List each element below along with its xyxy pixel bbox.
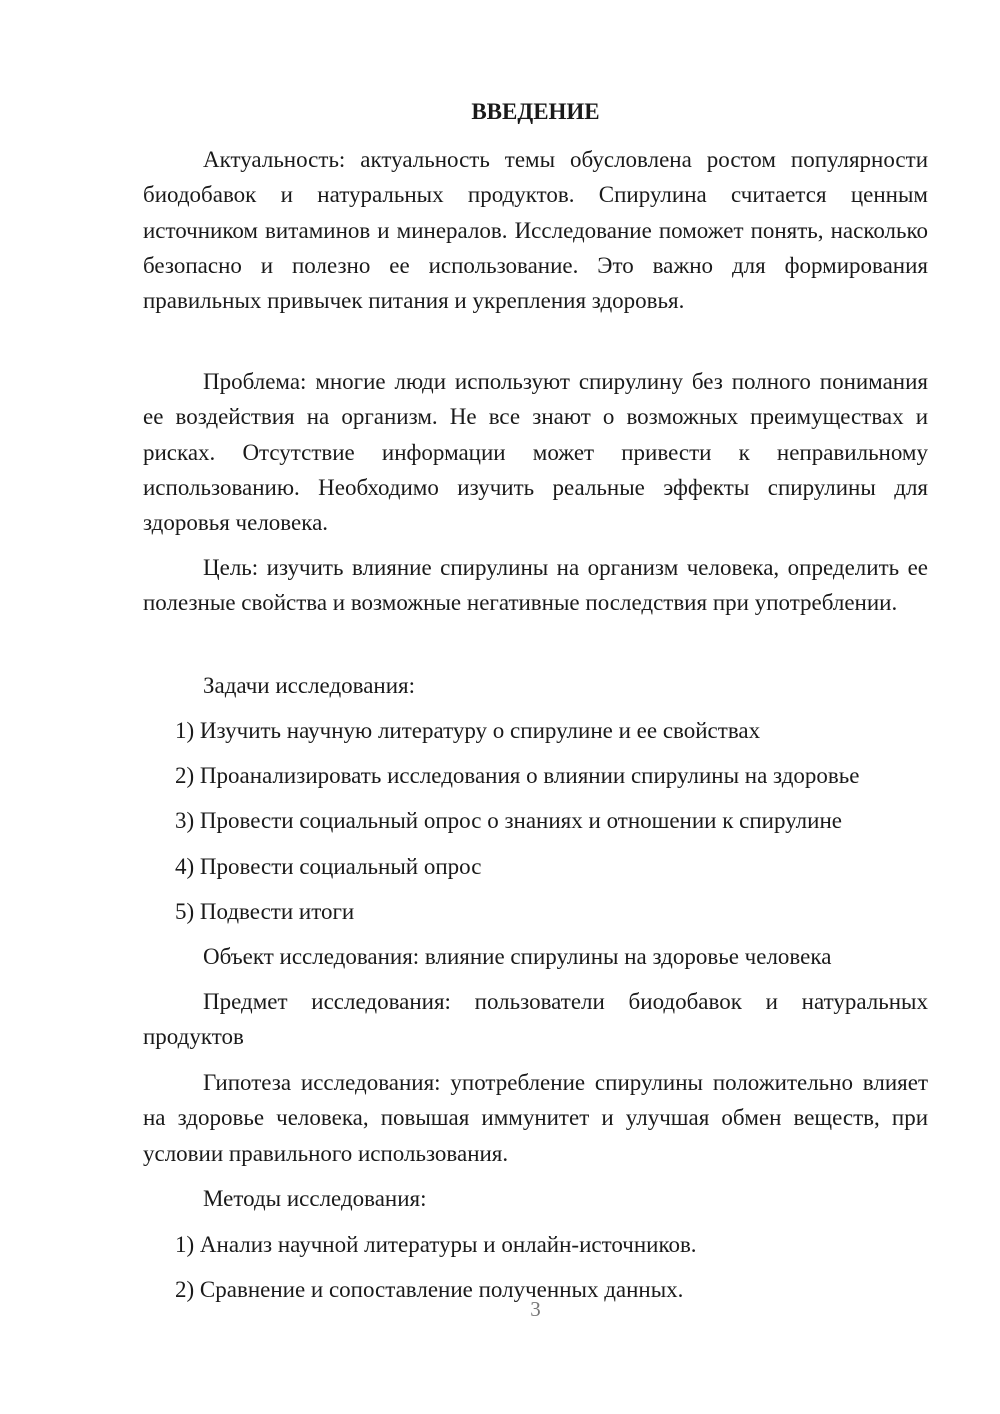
list-item: 2) Сравнение и сопоставление полученных данных. — [175, 1277, 684, 1302]
list-item: 3) Провести социальный опрос о знаниях и отношении к спирулине — [175, 808, 842, 833]
section-heading: ВВЕДЕНИЕ — [471, 99, 600, 124]
goal-paragraph: Цель: изучить влияние спирулины на организм человека, определить ее полезные свойства и возможные негативные последствия при употреблении. — [143, 555, 928, 616]
problem-paragraph: Проблема: многие люди используют спирулину без полного понимания ее воздействия на организм. Не все знают о возможных преимуществах и рисках. Отсутствие информации может привести к неправильному использованию. Необходимо изучить реальные эффекты спирулины для здоровья человека. — [143, 369, 928, 536]
relevance-paragraph: Актуальность: актуальность темы обусловлена ростом популярности биодобавок и натуральных продуктов. Спирулина считается ценным источником витаминов и минералов. Исследование поможет понять, насколько безопасно и полезно ее использование. Это важно для формирования правильных привычек питания и укрепления здоровья. — [143, 147, 928, 314]
document-page — [143, 0, 928, 1414]
list-item: 4) Провести социальный опрос — [175, 854, 482, 879]
list-item: 1) Анализ научной литературы и онлайн-источников. — [175, 1232, 697, 1257]
hypothesis-paragraph: Гипотеза исследования: употребление спирулины положительно влияет на здоровье человека, повышая иммунитет и улучшая обмен веществ, при условии правильного использования. — [143, 1070, 928, 1166]
list-item: 1) Изучить научную литературу о спирулине и ее свойствах — [175, 718, 761, 743]
page-number: 3 — [530, 1297, 541, 1321]
tasks-title: Задачи исследования: — [203, 673, 416, 698]
list-item: 5) Подвести итоги — [175, 899, 355, 924]
subject-paragraph: Предмет исследования: пользователи биодобавок и натуральных продуктов — [143, 989, 928, 1050]
object-paragraph: Объект исследования: влияние спирулины на здоровье человека — [203, 944, 832, 969]
list-item: 2) Проанализировать исследования о влиянии спирулины на здоровье — [175, 763, 860, 788]
methods-title: Методы исследования: — [203, 1186, 427, 1211]
